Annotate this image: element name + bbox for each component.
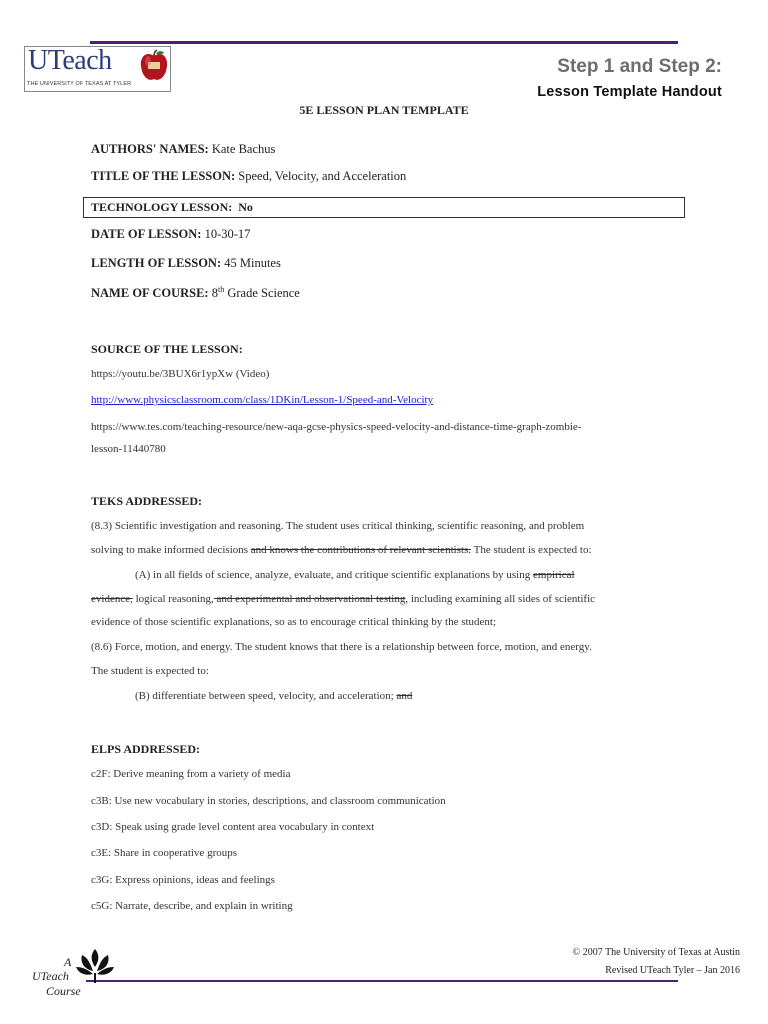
teks-text: logical reasoning, <box>132 593 214 605</box>
course-grade-suffix: th <box>217 285 225 294</box>
lesson-title-value: Speed, Velocity, and Acceleration <box>238 169 407 183</box>
course-field <box>91 285 300 301</box>
teks-text: The student is expected to: <box>471 544 592 556</box>
teks-text: solving to make informed decisions <box>91 544 251 556</box>
logo-course: Course <box>46 984 81 998</box>
source-tes-line2: lesson-11440780 <box>91 443 166 455</box>
teks-8-3-line2 <box>91 544 592 556</box>
step-title: Step 1 and Step 2: <box>557 56 722 77</box>
struck-text: and <box>396 690 413 702</box>
elps-heading: ELPS ADDRESSED: <box>91 742 201 756</box>
elps-item: c5G: Narrate, describe, and explain in writing <box>91 900 293 912</box>
copyright-text: © 2007 The University of Texas at Austin <box>572 947 740 958</box>
elps-item: c3B: Use new vocabulary in stories, descriptions, and classroom communication <box>91 795 446 807</box>
date-field <box>91 227 250 242</box>
source-tes-line1: https://www.tes.com/teaching-resource/new-aqa-gcse-physics-speed-velocity-and-distance-time-graph-zombie- <box>91 421 582 433</box>
date-label: DATE OF LESSON: <box>91 227 202 241</box>
elps-item: c2F: Derive meaning from a variety of media <box>91 768 291 780</box>
handout-title: Lesson Template Handout <box>537 84 722 100</box>
logo-subtitle: THE UNIVERSITY OF TEXAS AT TYLER <box>27 81 132 87</box>
top-rule <box>90 41 678 44</box>
course-name: Grade Science <box>227 286 300 301</box>
source-link-line <box>91 394 433 406</box>
struck-text: empirical <box>533 569 575 581</box>
uteach-logo <box>24 46 171 92</box>
revised-text: Revised UTeach Tyler – Jan 2016 <box>605 965 740 976</box>
lesson-title-label: TITLE OF THE LESSON: <box>91 169 236 183</box>
a-uteach-course-logo <box>30 945 120 1005</box>
authors-field <box>91 142 275 157</box>
struck-text: and knows the contributions of relevant scientists. <box>250 544 472 556</box>
length-field <box>91 256 281 271</box>
source-video: https://youtu.be/3BUX6r1ypXw (Video) <box>91 368 270 380</box>
technology-lesson-field <box>91 200 253 215</box>
teks-text: (A) in all fields of science, analyze, evaluate, and critique scientific explanations by using <box>135 569 533 581</box>
struck-text: evidence, <box>91 593 133 605</box>
logo-word: UTeach <box>28 45 112 76</box>
bottom-rule <box>86 980 678 982</box>
date-value: 10-30-17 <box>204 227 251 241</box>
source-heading: SOURCE OF THE LESSON: <box>91 342 243 356</box>
teks-text: , including examining all sides of scientific <box>405 593 596 605</box>
length-label: LENGTH OF LESSON: <box>91 256 222 270</box>
apple-icon <box>139 49 169 83</box>
source-link[interactable]: http://www.physicsclassroom.com/class/1DKin/Lesson-1/Speed-and-Velocity <box>91 394 434 406</box>
teks-heading: TEKS ADDRESSED: <box>91 494 203 508</box>
authors-label: AUTHORS' NAMES: <box>91 142 209 156</box>
teks-8-3a-line2 <box>91 593 595 605</box>
teks-8-3a-line3: evidence of those scientific explanations, so as to encourage critical thinking by the student; <box>91 616 497 628</box>
elps-item: c3G: Express opinions, ideas and feelings <box>91 874 275 886</box>
logo-a: A <box>64 955 72 969</box>
course-grade: 8 <box>211 286 218 301</box>
technology-label: TECHNOLOGY LESSON: <box>91 200 233 214</box>
elps-item: c3D: Speak using grade level content area vocabulary in context <box>91 821 375 833</box>
logo-uteach: UTeach <box>32 969 69 983</box>
teks-8-3-line1: (8.3) Scientific investigation and reasoning. The student uses critical thinking, scientific reasoning, and problem <box>91 520 585 532</box>
leaf-emblem-icon <box>74 945 116 985</box>
length-value: 45 Minutes <box>224 256 281 270</box>
teks-8-6-line1: (8.6) Force, motion, and energy. The student knows that there is a relationship between force, motion, and energy. <box>91 641 592 653</box>
teks-text: (B) differentiate between speed, velocity, and acceleration; <box>135 690 397 702</box>
course-label: NAME OF COURSE: <box>91 286 209 301</box>
teks-8-6b <box>135 690 412 702</box>
elps-item: c3E: Share in cooperative groups <box>91 847 238 859</box>
technology-value: No <box>238 200 253 214</box>
teks-8-6-line2: The student is expected to: <box>91 665 209 677</box>
template-title: 5E LESSON PLAN TEMPLATE <box>299 103 469 117</box>
lesson-title-field <box>91 169 406 184</box>
authors-value: Kate Bachus <box>211 142 276 156</box>
teks-8-3a-line1 <box>135 569 575 581</box>
struck-text: and experimental and observational testing <box>213 593 406 605</box>
technology-lesson-box <box>83 197 685 218</box>
